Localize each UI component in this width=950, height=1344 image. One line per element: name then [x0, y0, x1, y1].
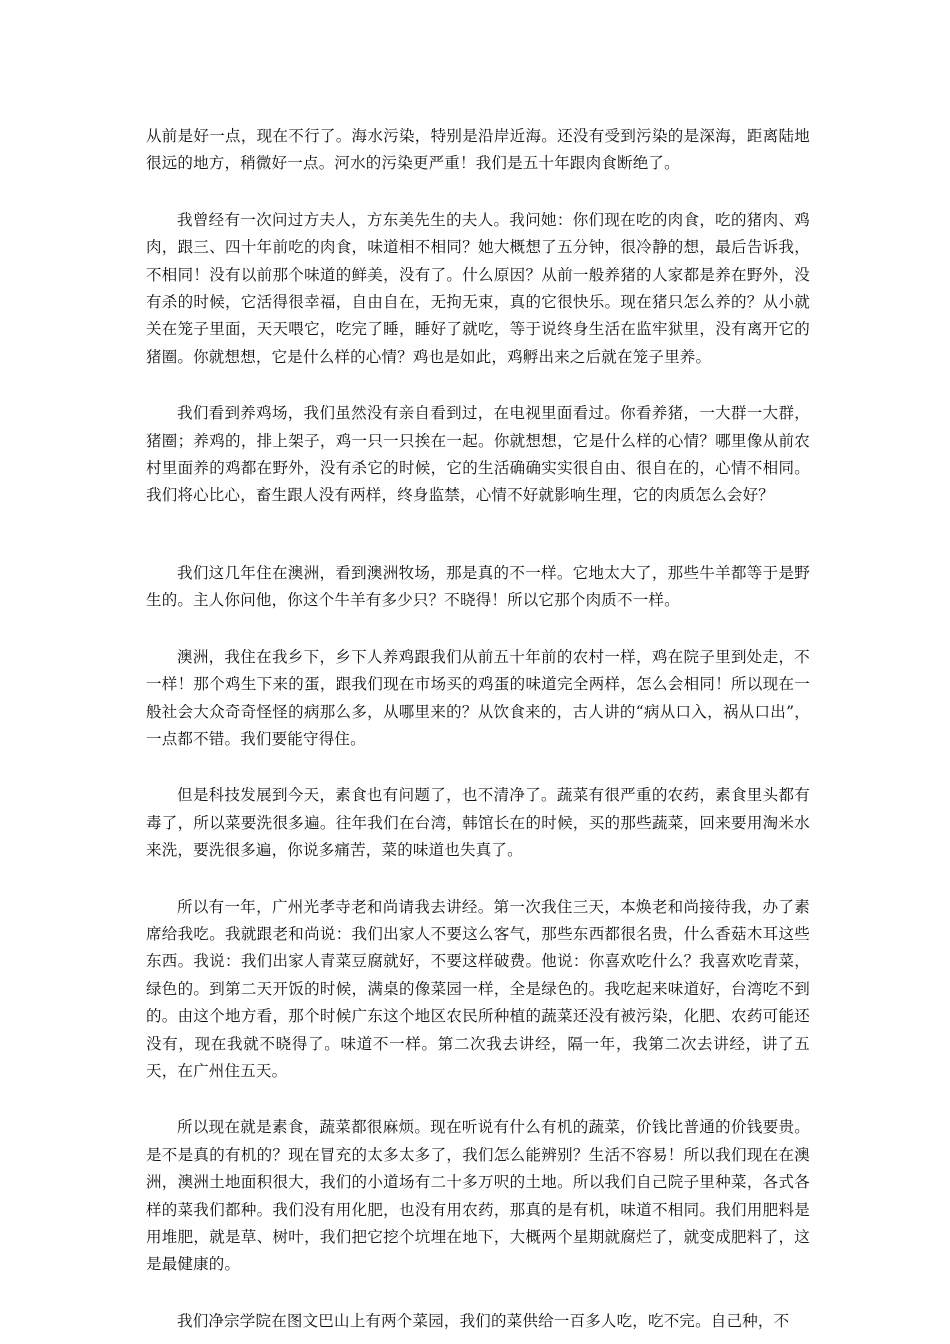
paragraph-9: 我们净宗学院在图文巴山上有两个菜园，我们的菜供给一百多人吃，吃不完。自己种，不 — [177, 1311, 790, 1330]
paragraph-4: 我们这几年住在澳洲，看到澳洲牧场，那是真的不一样。它地太大了，那些牛羊都等于是野生的。主人你问他，你这个牛羊有多少只？不晓得！所以它那个肉质不一样。 — [146, 563, 810, 610]
paragraph-spacer — [146, 753, 810, 782]
paragraph-8: 所以现在就是素食，蔬菜都很麻烦。现在听说有什么有机的蔬菜，价钱比普通的价钱要贵。是不是真的有机的？现在冒充的太多太多了，我们怎么能辨别？生活不容易！所以我们现在在澳洲，澳洲土地面积很大，我们的小道场有二十多万呎的土地。所以我们自己院子里种菜，各式各样的菜我们都种。我们没有用化肥，也没有用农药，那真的是有机，味道不相同。我们用肥料是用堆肥，就是草、树叶，我们把它挖个坑埋在地下，大概两个星期就腐烂了，就变成肥料了，这是最健康的。 — [146, 1118, 810, 1274]
paragraph-7: 所以有一年，广州光孝寺老和尚请我去讲经。第一次我住三天，本焕老和尚接待我，办了素席给我吃。我就跟老和尚说：我们出家人不要这么客气，那些东西都很名贵，什么香菇木耳这些东西。我说：我们出家人青菜豆腐就好，不要这样破费。他说：你喜欢吃什么？我喜欢吃青菜，绿色的。到第二天开饭的时候，满桌的像菜园一样，全是绿色的。我吃起来味道好，台湾吃不到的。由这个地方看，那个时候广东这个地区农民所种植的蔬菜还没有被污染，化肥、农药可能还没有，现在我就不晓得了。味道不一样。第二次我去讲经，隔一年，我第二次去讲经，讲了五天，在广州住五天。 — [146, 897, 810, 1080]
paragraph-spacer — [146, 178, 810, 207]
paragraph-1: 从前是好一点，现在不行了。海水污染，特别是沿岸近海。还没有受到污染的是深海，距离陆地很远的地方，稍微好一点。河水的污染更严重！我们是五十年跟肉食断绝了。 — [146, 127, 810, 173]
paragraph-3: 我们看到养鸡场，我们虽然没有亲自看到过，在电视里面看过。你看养猪，一大群一大群，猪圈；养鸡的，排上架子，鸡一只一只挨在一起。你就想想，它是什么样的心情？哪里像从前农村里面养的鸡都在野外，没有杀它的时候，它的生活确确实实很自由、很自在的，心情不相同。我们将心比心，畜生跟人没有两样，终身监禁，心情不好就影响生理，它的肉质怎么会好？ — [146, 404, 810, 505]
paragraph-5: 澳洲，我住在我乡下，乡下人养鸡跟我们从前五十年前的农村一样，鸡在院子里到处走，不一样！那个鸡生下来的蛋，跟我们现在市场买的鸡蛋的味道完全两样，怎么会相同！所以现在一般社会大众奇奇怪怪的病那么多，从哪里来的？从饮食来的，古人讲的“病从口入，祸从口出”，一点都不错。我们要能守得住。 — [146, 647, 810, 748]
paragraph-spacer — [146, 1279, 810, 1308]
paragraph-6: 但是科技发展到今天，素食也有问题了，也不清净了。蔬菜有很严重的农药，素食里头都有毒了，所以菜要洗很多遍。往年我们在台湾，韩馆长在的时候，买的那些蔬菜，回来要用淘米水来洗，要洗很多遍，你说多痛苦，菜的味道也失真了。 — [146, 786, 810, 860]
document-body — [146, 123, 810, 1335]
paragraph-spacer — [146, 510, 810, 560]
paragraph-spacer — [146, 615, 810, 644]
paragraph-spacer — [146, 371, 810, 400]
paragraph-spacer — [146, 1085, 810, 1114]
paragraph-spacer — [146, 865, 810, 894]
paragraph-2: 我曾经有一次问过方夫人，方东美先生的夫人。我问她：你们现在吃的肉食，吃的猪肉、鸡肉，跟三、四十年前吃的肉食，味道相不相同？她大概想了五分钟，很冷静的想，最后告诉我，不相同！没有以前那个味道的鲜美，没有了。什么原因？从前一般养猪的人家都是养在野外，没有杀的时候，它活得很幸福，自由自在，无拘无束，真的它很快乐。现在猪只怎么养的？从小就关在笼子里面，天天喂它，吃完了睡，睡好了就吃，等于说终身生活在监牢狱里，没有离开它的猪圈。你就想想，它是什么样的心情？鸡也是如此，鸡孵出来之后就在笼子里养。 — [146, 210, 810, 366]
